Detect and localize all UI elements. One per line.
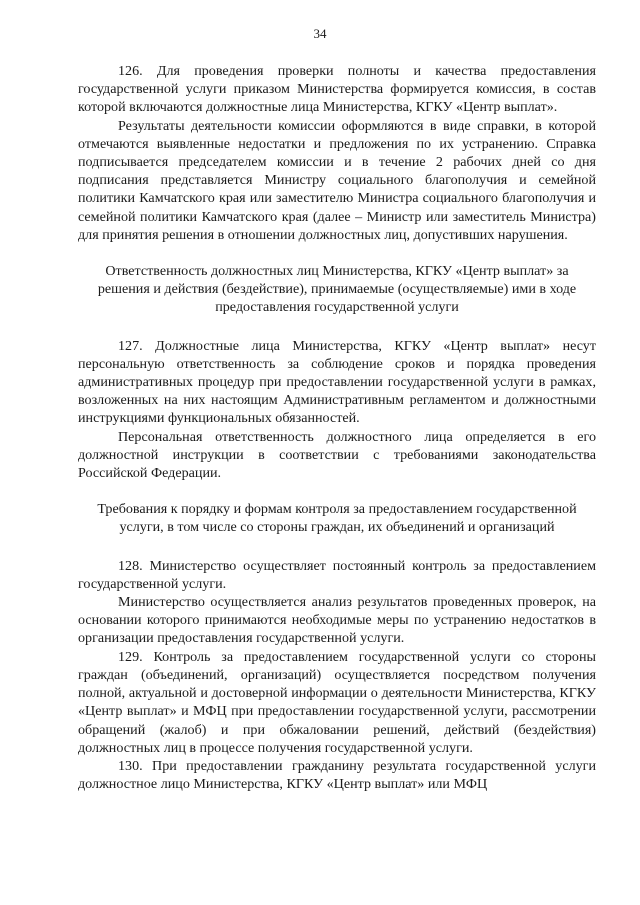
paragraph-129: 129. Контроль за предоставлением государственной услуги со стороны граждан (объединений, организаций) осуществляется посредством получения полной, актуальной и достоверной информации о деятельности Министерства, КГКУ «Центр выплат» и МФЦ при предоставлении государственной услуги, рассмотрении обращений (жалоб) и при обжаловании решений, действий (бездействия) должностных лиц в процессе получения государственной услуги. — [78, 648, 596, 756]
paragraph-ministry-analysis: Министерство осуществляется анализ результатов проведенных проверок, на основании которого принимаются необходимые меры по устранению недостатков в организации предоставления государственной услуги. — [78, 594, 596, 647]
page-number: 34 — [313, 26, 327, 41]
paragraph-commission-results: Результаты деятельности комиссии оформляются в виде справки, в которой отмечаются выявленные недостатки и предложения по их устранению. Справка подписывается председателем комиссии и в течение 2 рабочих дней со дня подписания представляется Министру социального благополучия и семейной политики Камчатского края или заместителю Министра социального благополучия и семейной политики Камчатского края (далее – Министр или заместитель Министра) для принятия решения в отношении должностных лиц, допустивших нарушения. — [78, 117, 596, 243]
document-body — [78, 62, 596, 793]
paragraph-126: 126. Для проведения проверки полноты и качества предоставления государственной услуги приказом Министерства формируется комиссия, в состав которой включаются должностные лица Министерства, КГКУ «Центр выплат». — [78, 63, 596, 116]
paragraph-127: 127. Должностные лица Министерства, КГКУ «Центр выплат» несут персональную ответственность за соблюдение сроков и порядка проведения административных процедур при предоставлении государственной услуги в рамках, возложенных на них настоящим Административным регламентом и должностными инструкциями функциональных обязанностей. — [78, 337, 596, 427]
paragraph-130: 130. При предоставлении гражданину результата государственной услуги должностное лицо Министерства, КГКУ «Центр выплат» или МФЦ — [78, 757, 596, 793]
paragraph-personal-responsibility: Персональная ответственность должностного лица определяется в его должностной инструкции в соответствии с требованиями законодательства Российской Федерации. — [78, 428, 596, 482]
section-heading-responsibility: Ответственность должностных лиц Министерства, КГКУ «Центр выплат» за решения и действия (бездействие), принимаемые (осуществляемые) ими в ходе предоставления государственной услуги — [97, 263, 577, 316]
section-heading-control-requirements: Требования к порядку и формам контроля за предоставлением государственной услуги, в том числе со стороны граждан, их объединений и организаций — [97, 501, 577, 536]
paragraph-128: 128. Министерство осуществляет постоянный контроль за предоставлением государственной услуги. — [78, 557, 596, 592]
